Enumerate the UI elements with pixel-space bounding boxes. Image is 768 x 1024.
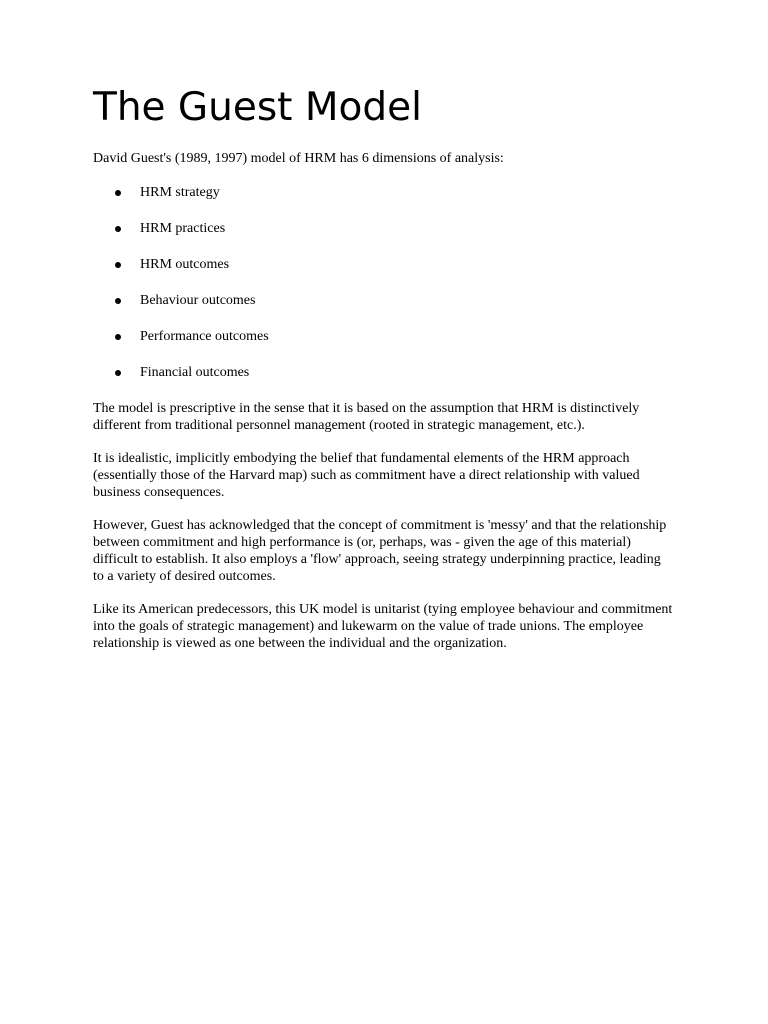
- list-item: [93, 220, 673, 237]
- body-paragraph-commitment: However, Guest has acknowledged that the concept of commitment is 'messy' and that the relationship between commitment and high performance is (or, perhaps, was - given the age of this material) difficult to establish. It also employs a 'flow' approach, seeing strategy underpinning practice, leading to a variety of desired outcomes.: [93, 518, 667, 584]
- list-item-text: Behaviour outcomes: [140, 293, 256, 308]
- bullet-icon: [115, 334, 121, 340]
- list-item-text: Financial outcomes: [140, 365, 250, 380]
- list-item: [93, 364, 673, 381]
- bullet-icon: [115, 370, 121, 376]
- page-title: The Guest Model: [93, 85, 422, 130]
- list-item-text: HRM outcomes: [140, 257, 230, 272]
- list-item: [93, 256, 673, 273]
- body-paragraph-prescriptive: The model is prescriptive in the sense that it is based on the assumption that HRM is distinctively different from traditional personnel management (rooted in strategic management, etc.).: [93, 401, 640, 433]
- bullet-icon: [115, 298, 121, 304]
- list-item: [93, 328, 673, 345]
- dimensions-list: [93, 184, 673, 381]
- body-paragraph-unitarist: Like its American predecessors, this UK model is unitarist (tying employee behaviour and commitment into the goals of strategic management) and lukewarm on the value of trade unions. The employee relationship is viewed as one between the individual and the organization.: [93, 602, 673, 651]
- list-item: [93, 292, 673, 309]
- bullet-icon: [115, 226, 121, 232]
- body-paragraph-idealistic: It is idealistic, implicitly embodying the belief that fundamental elements of the HRM approach (essentially those of the Harvard map) such as commitment have a direct relationship with valued business consequences.: [93, 451, 640, 500]
- list-item: [93, 184, 673, 201]
- list-item-text: HRM practices: [140, 221, 226, 236]
- list-item-text: HRM strategy: [140, 185, 220, 200]
- list-item-text: Performance outcomes: [140, 329, 269, 344]
- bullet-icon: [115, 262, 121, 268]
- intro-paragraph: David Guest's (1989, 1997) model of HRM has 6 dimensions of analysis:: [93, 151, 504, 166]
- document-content: [93, 82, 673, 668]
- bullet-icon: [115, 190, 121, 196]
